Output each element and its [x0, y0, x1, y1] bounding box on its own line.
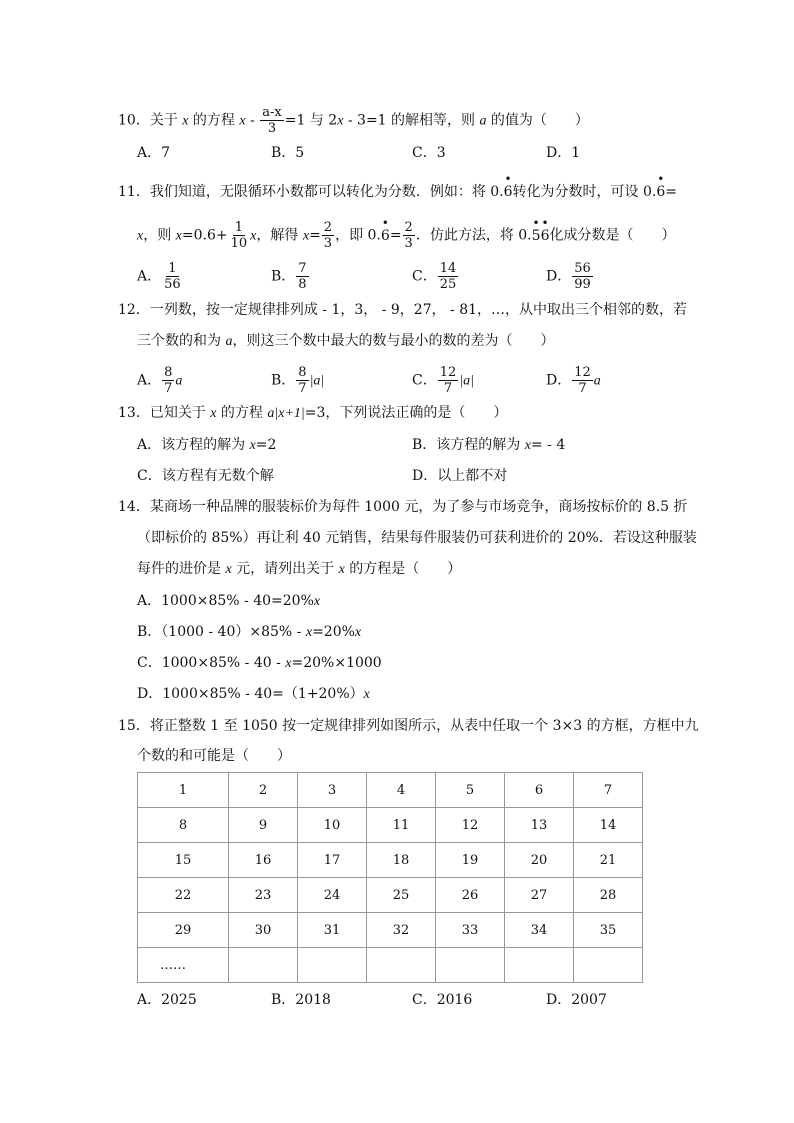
- fraction-numerator: 12: [439, 365, 457, 380]
- fraction-numerator: a-x: [262, 105, 282, 120]
- text: C．1000×85% - 40 -: [137, 655, 286, 671]
- table-cell: 6: [505, 773, 574, 808]
- text: = - 4: [530, 437, 566, 453]
- text: =0.6+: [181, 227, 228, 244]
- q11-option-d[interactable]: [546, 261, 594, 292]
- fraction-denominator: 7: [164, 381, 173, 396]
- q15-option-b[interactable]: B．2018: [271, 992, 331, 1008]
- abs-a: |a|: [459, 373, 474, 389]
- q11-option-a[interactable]: [137, 261, 184, 292]
- table-cell: 19: [436, 843, 505, 878]
- option-label: B．: [271, 372, 296, 389]
- fraction: [296, 261, 308, 292]
- table-cell-ellipsis: ……: [138, 948, 229, 983]
- fraction-numerator: 2: [404, 220, 413, 235]
- text: ，解得: [256, 227, 303, 244]
- text: D．1000×85% - 40=（1+20%）: [137, 686, 364, 702]
- var-a: a: [593, 373, 601, 389]
- table-cell: 16: [229, 843, 298, 878]
- option-label: C．: [412, 372, 437, 389]
- digit: 6: [503, 184, 513, 200]
- table-row: [138, 773, 643, 808]
- var-x: x: [175, 228, 182, 244]
- table-cell: 8: [138, 808, 229, 843]
- table-cell: 5: [436, 773, 505, 808]
- table-cell: [298, 948, 367, 983]
- fraction-denominator: 25: [439, 277, 457, 292]
- fraction-denominator: 7: [578, 381, 587, 396]
- repeat-dot: •: [381, 215, 389, 230]
- option-label: A．: [137, 268, 162, 285]
- q15-option-c[interactable]: C．2016: [412, 992, 473, 1008]
- text: B．该方程的解为: [412, 437, 525, 453]
- fraction-denominator: 8: [298, 277, 307, 292]
- option-label: C．: [412, 268, 437, 285]
- digit: 5: [531, 227, 541, 244]
- fraction-denominator: 3: [323, 236, 333, 251]
- q13-option-b[interactable]: [412, 435, 565, 456]
- fraction-numerator: 1: [168, 261, 177, 276]
- fraction-denominator: 10: [230, 236, 248, 251]
- fraction: [572, 261, 593, 292]
- fraction-denominator: 7: [443, 381, 453, 396]
- text: =: [309, 227, 321, 244]
- question-11-line-1: [118, 172, 678, 202]
- fraction-numerator: 56: [574, 261, 591, 276]
- abs-a: |a|: [309, 373, 325, 389]
- table-cell: 25: [367, 878, 436, 913]
- fraction: [403, 220, 415, 251]
- table-cell: 28: [574, 878, 643, 913]
- text: 三个数的和为: [137, 333, 226, 349]
- text: =20%: [312, 624, 355, 640]
- var-x: x: [285, 656, 292, 671]
- q14-option-c[interactable]: [137, 653, 382, 674]
- var-x: x: [337, 113, 344, 129]
- repeating-digit: [380, 215, 390, 246]
- table-cell: 12: [436, 808, 505, 843]
- text: A．1000×85% - 40=20%: [137, 593, 314, 609]
- text: 的值为（ ）: [486, 112, 589, 129]
- q12-option-a[interactable]: [137, 365, 182, 396]
- q10-option-d[interactable]: D．1: [546, 145, 581, 161]
- question-14-line-2: （即标价的 85%）再让利 40 元销售，结果每件服装仍可获利进价的 20%．若设这种服装: [137, 530, 697, 546]
- fraction-denominator: 7: [298, 381, 307, 396]
- fraction: [322, 220, 334, 251]
- table-cell: 31: [298, 913, 367, 948]
- var-x: x: [354, 625, 362, 640]
- digit: 6: [380, 227, 390, 244]
- option-label: D．: [546, 268, 572, 285]
- question-14-line-3: [137, 559, 461, 580]
- q11-option-b[interactable]: [271, 261, 310, 292]
- table-cell: [436, 948, 505, 983]
- table-cell: 4: [367, 773, 436, 808]
- var-x: x: [249, 438, 256, 453]
- option-label: B．: [271, 268, 296, 285]
- repeating-digit: [531, 215, 541, 246]
- var-x: x: [524, 438, 531, 453]
- var-x: x: [313, 594, 321, 609]
- repeat-dot: •: [657, 172, 665, 186]
- table-cell: [574, 948, 643, 983]
- option-label: D．: [546, 372, 572, 389]
- table-cell: 3: [298, 773, 367, 808]
- text: =2: [255, 437, 277, 453]
- text: 的方程: [216, 405, 268, 421]
- q13-option-c[interactable]: C．该方程有无数个解: [137, 468, 274, 484]
- table-cell: [367, 948, 436, 983]
- question-14-line-1: 14．某商场一种品牌的服装标价为每件 1000 元，为了参与市场竞争，商场按标价的 8.5 折: [118, 499, 688, 515]
- fraction: [260, 105, 283, 136]
- table-row: [138, 808, 643, 843]
- q15-option-d[interactable]: D．2007: [546, 992, 607, 1008]
- question-15-line-1: 15．将正整数 1 至 1050 按一定规律排列如图所示，从表中任取一个 3×3 的方框，方框中九: [118, 718, 699, 734]
- text: A．该方程的解为: [137, 437, 250, 453]
- text: ，则: [143, 227, 176, 244]
- table-cell: 35: [574, 913, 643, 948]
- table-cell: 7: [574, 773, 643, 808]
- table-cell: 26: [436, 878, 505, 913]
- digit: 6: [540, 227, 550, 244]
- repeating-digit: [503, 172, 513, 202]
- fraction: [296, 365, 308, 396]
- table-cell: [505, 948, 574, 983]
- fraction-denominator: 3: [267, 121, 277, 136]
- table-cell: 34: [505, 913, 574, 948]
- var-x: x: [182, 113, 189, 129]
- fraction-numerator: 12: [574, 365, 591, 380]
- digit: 6: [656, 184, 666, 200]
- table-cell: 17: [298, 843, 367, 878]
- var-x: x: [137, 228, 144, 244]
- table-cell: 32: [367, 913, 436, 948]
- text: ，则这三个数中最大的数与最小的数的差为（ ）: [232, 333, 555, 349]
- var-x: x: [305, 625, 313, 640]
- text: -: [245, 112, 260, 129]
- q13-option-d[interactable]: D．以上都不对: [412, 468, 508, 484]
- table-cell: 11: [367, 808, 436, 843]
- fraction: [162, 365, 174, 396]
- text: ．仿此方法，将 0.: [415, 227, 532, 244]
- table-cell: 21: [574, 843, 643, 878]
- var-x: x: [239, 113, 246, 129]
- question-12-line-1: 12．一列数，按一定规律排列成 - 1，3， - 9，27， - 81，…，从中取出三个相邻的数，若: [118, 302, 688, 318]
- question-12-line-2: [137, 331, 554, 352]
- table-cell: 18: [367, 843, 436, 878]
- fraction-numerator: 7: [298, 261, 307, 276]
- table-row: [138, 913, 643, 948]
- q13-option-a[interactable]: [137, 435, 276, 456]
- repeating-digit: [540, 215, 550, 246]
- text: - 3=1 的解相等，则: [343, 112, 480, 129]
- text: 11．我们知道，无限循环小数都可以转化为分数．例如：将 0.: [118, 184, 504, 200]
- table-cell: 13: [505, 808, 574, 843]
- var-a: a: [479, 113, 487, 129]
- question-10-stem: [118, 105, 589, 136]
- table-cell: 20: [505, 843, 574, 878]
- fraction-numerator: 1: [234, 220, 244, 235]
- text: =1 与 2: [284, 112, 338, 129]
- table-row: [138, 843, 643, 878]
- table-cell: 27: [505, 878, 574, 913]
- text: 转化为分数时，可设 0.: [512, 184, 657, 200]
- table-cell: 29: [138, 913, 229, 948]
- q14-option-d[interactable]: [137, 684, 370, 705]
- table-cell: 2: [229, 773, 298, 808]
- var-a: a: [175, 373, 183, 389]
- var-x: x: [250, 228, 257, 244]
- text: =: [389, 227, 402, 244]
- fraction: [162, 261, 183, 292]
- question-15-line-2: 个数的和可能是（ ）: [137, 748, 291, 764]
- text: 13．已知关于: [118, 405, 211, 421]
- fraction: [438, 261, 459, 292]
- table-cell: 15: [138, 843, 229, 878]
- table-cell: 30: [229, 913, 298, 948]
- number-grid-table: [137, 772, 643, 983]
- fraction-denominator: 3: [404, 236, 413, 251]
- fraction-numerator: 14: [439, 261, 457, 276]
- q12-option-b[interactable]: [271, 365, 324, 396]
- repeat-dot: •: [532, 215, 540, 230]
- q11-option-c[interactable]: [412, 261, 459, 292]
- question-13-stem: [118, 403, 507, 424]
- q10-option-a[interactable]: A．7: [137, 145, 171, 161]
- text: =20%×1000: [291, 655, 382, 671]
- fraction: [438, 365, 459, 396]
- table-cell: 23: [229, 878, 298, 913]
- question-11-line-2: [137, 215, 676, 251]
- table-row: [138, 948, 643, 983]
- repeat-dot: •: [504, 172, 512, 186]
- text: 10．关于: [118, 112, 183, 129]
- repeat-dot: •: [541, 215, 549, 230]
- var-x: x: [302, 228, 310, 244]
- fraction-numerator: 2: [323, 220, 333, 235]
- text: =3，下列说法正确的是（ ）: [304, 405, 508, 421]
- table-cell: 9: [229, 808, 298, 843]
- text: =: [665, 184, 678, 200]
- text: B．（1000 - 40）×85% -: [137, 624, 306, 640]
- text: 的方程是（ ）: [344, 561, 462, 577]
- q12-option-c[interactable]: [412, 365, 474, 396]
- fraction: [572, 365, 593, 396]
- table-cell: [229, 948, 298, 983]
- text: 元，请列出关于: [231, 561, 339, 577]
- var-x: x: [363, 687, 370, 702]
- var-x: x: [225, 562, 232, 577]
- text: 每件的进价是: [137, 561, 226, 577]
- table-cell: 22: [138, 878, 229, 913]
- table-cell: 14: [574, 808, 643, 843]
- q10-option-c[interactable]: C．3: [412, 145, 446, 161]
- fraction: [229, 220, 250, 251]
- q14-option-b[interactable]: [137, 622, 361, 643]
- text: 化成分数是（ ）: [549, 227, 676, 244]
- fraction-numerator: 8: [164, 365, 173, 380]
- q14-option-a[interactable]: [137, 591, 320, 612]
- fraction-denominator: 99: [574, 277, 591, 292]
- table-cell: 1: [138, 773, 229, 808]
- q15-option-a[interactable]: A．2025: [137, 992, 197, 1008]
- table-cell: 24: [298, 878, 367, 913]
- q12-option-d[interactable]: [546, 365, 601, 396]
- table-cell: 10: [298, 808, 367, 843]
- equation-expr: a|x+1|: [267, 406, 305, 421]
- text: ，即 0.: [335, 227, 381, 244]
- option-label: A．: [137, 372, 162, 389]
- var-x: x: [210, 406, 217, 421]
- table-row: [138, 878, 643, 913]
- text: 的方程: [188, 112, 240, 129]
- table-cell: 33: [436, 913, 505, 948]
- fraction-denominator: 56: [164, 277, 181, 292]
- var-x: x: [338, 562, 345, 577]
- repeating-digit: [656, 172, 666, 202]
- q10-option-b[interactable]: B．5: [271, 145, 305, 161]
- var-a: a: [225, 334, 233, 349]
- fraction-numerator: 8: [298, 365, 307, 380]
